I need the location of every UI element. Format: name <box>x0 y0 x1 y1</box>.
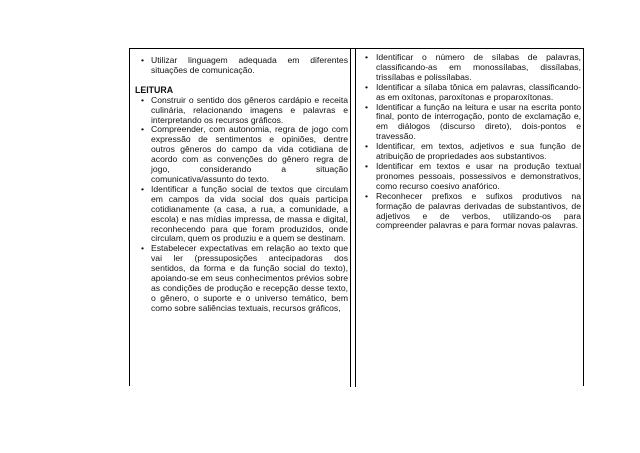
list-item <box>130 185 350 244</box>
bullet-icon: • <box>365 141 369 152</box>
list-item-text: Identificar o número de sílabas de palavras, classificando-as em monossílabas, dissílabas, trissílabas e polissílabas. <box>376 52 581 82</box>
bullet-icon: • <box>365 190 369 201</box>
bullet-icon: • <box>141 183 145 194</box>
bullet-icon: • <box>141 124 145 135</box>
list-item-text: Construir o sentido dos gêneros cardápio e receita culinária, relacionando imagens e palavras e interpretando os recursos gráficos. <box>151 94 348 125</box>
bullet-icon: • <box>365 52 369 62</box>
list-item <box>130 244 350 313</box>
table-cell-right <box>355 49 584 387</box>
bullet-icon: • <box>365 160 369 171</box>
list-item-text: Identificar a função social de textos que circulam em campos da vida social dos quais participa cotidianamente (a casa, a rua, a comunidade, a escola) e nas mídias impressa, de massa e digital, reconhecendo para que foram produzidos, onde circulam, quem os produziu e a quem se destinam. <box>151 183 348 244</box>
bullet-icon: • <box>365 81 369 92</box>
curriculum-table <box>129 48 584 386</box>
list-item-text: Compreender, com autonomia, regra de jogo com expressão de sentimentos e opiniões, dentre outros gêneros do campo da vida cotidiana de acordo com as convenções do gênero regra de jogo, considerando a situação comunicativa/assunto do texto. <box>151 124 348 184</box>
grammar-list <box>356 53 584 231</box>
bullet-icon: • <box>365 101 369 112</box>
list-item-text: Identificar em textos e usar na produção textual pronomes pessoais, possessivos e demonstrativos, como recurso coesivo anafórico. <box>376 160 581 191</box>
list-item <box>356 142 584 162</box>
list-item <box>130 125 350 184</box>
bullet-icon: • <box>141 94 145 105</box>
leitura-list <box>130 96 350 314</box>
list-item-text: Reconhecer prefixos e sufixos produtivos na formação de palavras derivadas de substantivos, de adjetivos e de verbos, utilizando-os para compreender palavras e para formar novas palavras. <box>376 190 581 231</box>
list-item <box>130 96 350 126</box>
list-item-text: Identificar, em textos, adjetivos e sua função de atribuição de propriedades aos substantivos. <box>376 141 581 162</box>
list-item <box>356 83 584 103</box>
intro-list <box>130 56 350 76</box>
list-item-text: Identificar a função na leitura e usar na escrita ponto final, ponto de interrogação, ponto de exclamação e, em diálogos (discurso direto), dois-pontos e travessão. <box>376 101 581 142</box>
list-item <box>356 53 584 83</box>
list-item-text: Identificar a sílaba tônica em palavras, classificando-as em oxítonas, paroxítonas e proparoxítonas. <box>376 81 581 102</box>
bullet-icon: • <box>141 243 145 254</box>
list-item <box>356 192 584 232</box>
table-cell-left <box>130 49 351 387</box>
section-heading-leitura: LEITURA <box>135 84 174 95</box>
list-item <box>356 103 584 143</box>
list-item <box>130 56 350 76</box>
list-item-text: Estabelecer expectativas em relação ao texto que vai ler (pressuposições antecipadoras dos sentidos, da forma e da função social do texto), apoiando-se em seus conhecimentos prévios sobre as condições de produção e recepção desse texto, o gênero, o suporte e o universo temático, bem como sobre saliências textuais, recursos gráficos, <box>151 243 348 313</box>
list-item <box>356 162 584 192</box>
bullet-icon: • <box>141 55 145 65</box>
list-item-text: Utilizar linguagem adequada em diferentes situações de comunicação. <box>151 55 348 75</box>
